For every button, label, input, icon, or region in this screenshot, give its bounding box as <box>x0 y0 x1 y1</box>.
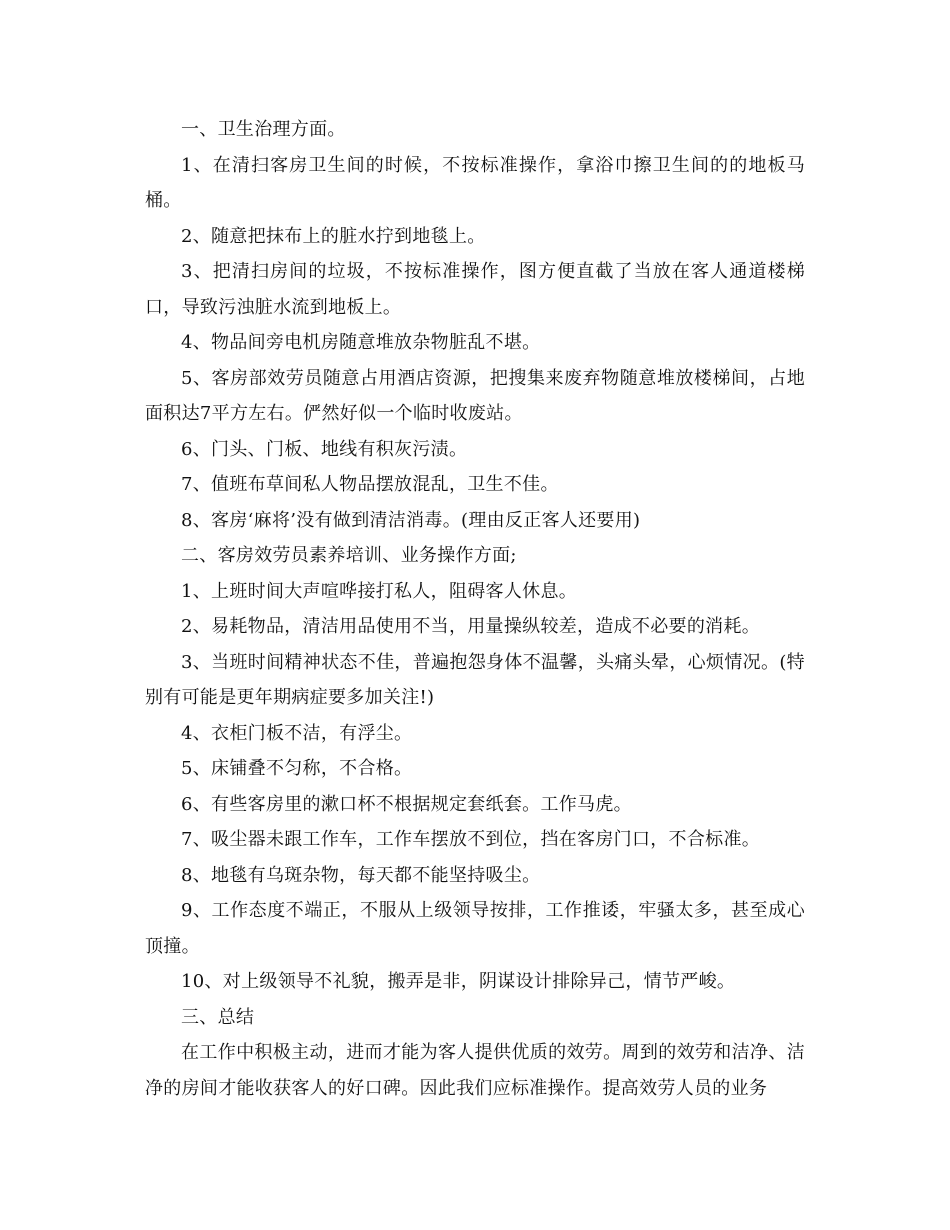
section-heading-training: 二、客房效劳员素养培训、业务操作方面; <box>181 545 517 566</box>
hygiene-item-1: 1、在清扫客房卫生间的时候，不按标准操作，拿浴巾擦卫生间的的地板马桶。 <box>145 154 805 211</box>
training-item-9: 9、工作态度不端正，不服从上级领导按排，工作推诿，牢骚太多，甚至成心顶撞。 <box>145 900 805 957</box>
training-item-6: 6、有些客房里的漱口杯不根据规定套纸套。工作马虎。 <box>181 793 632 815</box>
hygiene-item-3: 3、把清扫房间的垃圾，不按标准操作，图方便直截了当放在客人通道楼梯口，导致污浊脏水流到地板上。 <box>145 261 805 318</box>
summary-paragraph: 在工作中积极主动，进而才能为客人提供优质的效劳。周到的效劳和洁净、洁净的房间才能收获客人的好口碑。因此我们应标准操作。提高效劳人员的业务 <box>145 1042 805 1099</box>
section-heading-hygiene: 一、卫生治理方面。 <box>181 119 346 140</box>
hygiene-item-5: 5、客房部效劳员随意占用酒店资源，把搜集来废弃物随意堆放楼梯间，占地面积达7平方左右。俨然好似一个临时收废站。 <box>145 367 805 424</box>
training-item-2: 2、易耗物品，清洁用品使用不当，用量操纵较差，造成不必要的消耗。 <box>181 616 761 637</box>
training-item-10: 10、对上级领导不礼貌，搬弄是非，阴谋设计排除异己，情节严峻。 <box>181 971 736 992</box>
training-item-8: 8、地毯有乌斑杂物，每天都不能坚持吸尘。 <box>181 864 541 886</box>
training-item-5: 5、床铺叠不匀称，不合格。 <box>181 758 413 779</box>
section-heading-summary: 三、总结 <box>181 1006 255 1028</box>
hygiene-item-2: 2、随意把抹布上的脏水拧到地毯上。 <box>181 225 486 247</box>
training-item-4: 4、衣柜门板不洁，有浮尘。 <box>181 722 413 744</box>
hygiene-item-4: 4、物品间旁电机房随意堆放杂物脏乱不堪。 <box>181 332 541 353</box>
hygiene-item-6: 6、门头、门板、地线有积灰污渍。 <box>181 438 468 460</box>
hygiene-item-7: 7、值班布草间私人物品摆放混乱，卫生不佳。 <box>181 474 559 495</box>
document-body <box>145 112 805 1106</box>
training-item-7: 7、吸尘器未跟工作车，工作车摆放不到位，挡在客房门口，不合标准。 <box>181 829 761 850</box>
training-item-3: 3、当班时间精神状态不佳，普遍抱怨身体不温馨，头痛头晕，心烦情况。(特别有可能是更年期病症要多加关注!) <box>145 651 805 708</box>
hygiene-item-8: 8、客房‘麻将’没有做到清洁消毒。(理由反正客人还要用) <box>181 509 641 531</box>
training-item-1: 1、上班时间大声喧哗接打私人，阻碍客人休息。 <box>181 580 578 602</box>
